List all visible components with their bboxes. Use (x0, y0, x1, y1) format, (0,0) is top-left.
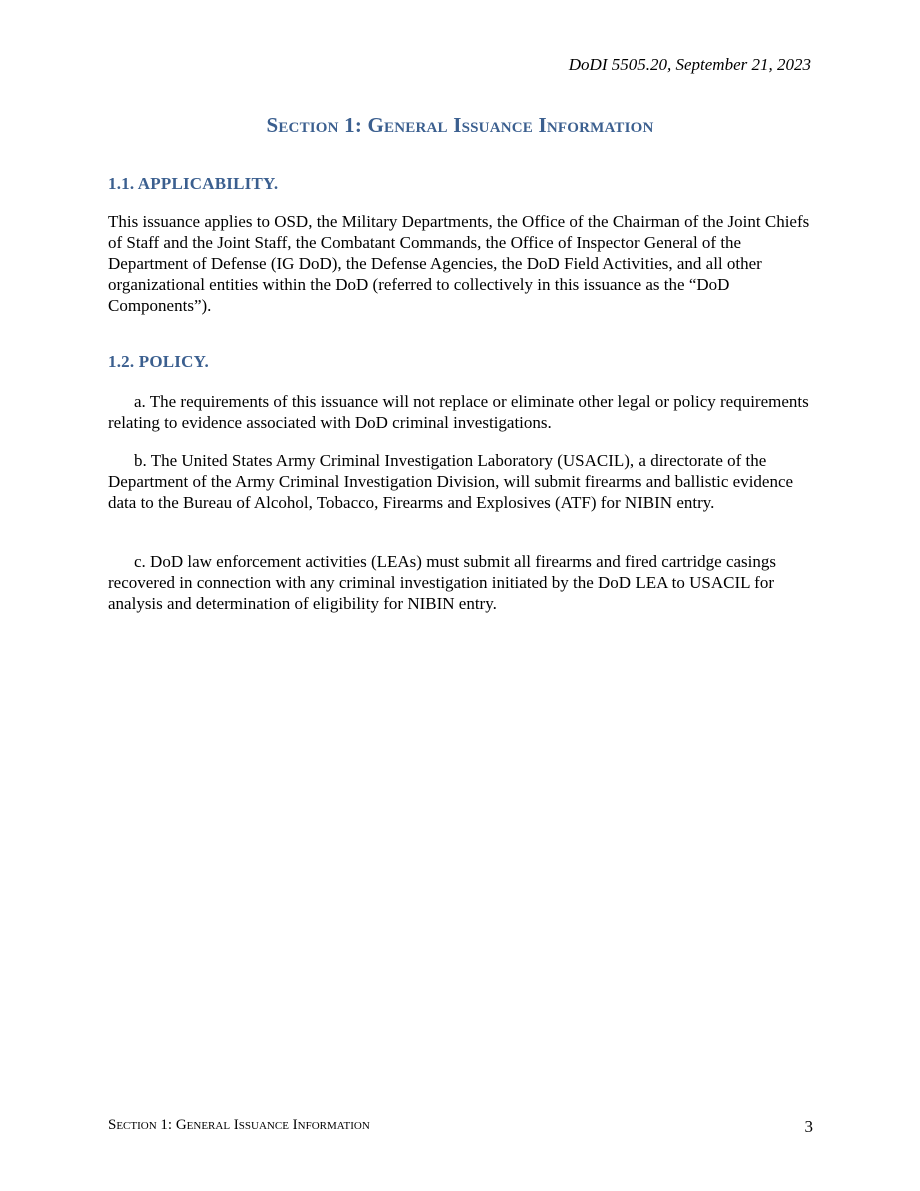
section-title: Section 1: General Issuance Information (266, 113, 654, 137)
applicability-body (108, 211, 813, 316)
policy-item-a (108, 391, 813, 433)
policy-paragraph-c: c. DoD law enforcement activities (LEAs) must submit all firearms and fired cartridge casings recovered in connection with any criminal investigation initiated by the DoD LEA to USACIL for analysis and determination of eligibility for NIBIN entry. (108, 552, 777, 613)
applicability-section (108, 174, 813, 194)
policy-item-b (108, 450, 813, 513)
running-footer (108, 1117, 813, 1137)
page-number: 3 (804, 1117, 813, 1136)
policy-paragraph-a: a. The requirements of this issuance will not replace or eliminate other legal or policy requirements relating to evidence associated with DoD criminal investigations. (108, 392, 809, 432)
policy-item-c (108, 551, 813, 614)
running-header: DoDI 5505.20, September 21, 2023 (568, 55, 811, 74)
footer-section-label: Section 1: General Issuance Information (108, 1117, 370, 1133)
policy-section (108, 352, 813, 372)
policy-paragraph-b: b. The United States Army Criminal Investigation Laboratory (USACIL), a directorate of the Department of the Army Criminal Investigation Division, will submit firearms and ballistic evidence data to the Bureau of Alcohol, Tobacco, Firearms and Explosives (ATF) for NIBIN entry. (108, 451, 794, 512)
policy-heading: 1.2. POLICY. (108, 352, 209, 371)
applicability-heading: 1.1. APPLICABILITY. (108, 174, 279, 193)
applicability-paragraph: This issuance applies to OSD, the Military Departments, the Office of the Chairman of the Joint Chiefs of Staff and the Joint Staff, the Combatant Commands, the Office of Inspector General of the Department of Defense (IG DoD), the Defense Agencies, the DoD Field Activities, and all other organizational entities within the DoD (referred to collectively in this issuance as the “DoD Components”). (108, 212, 810, 315)
